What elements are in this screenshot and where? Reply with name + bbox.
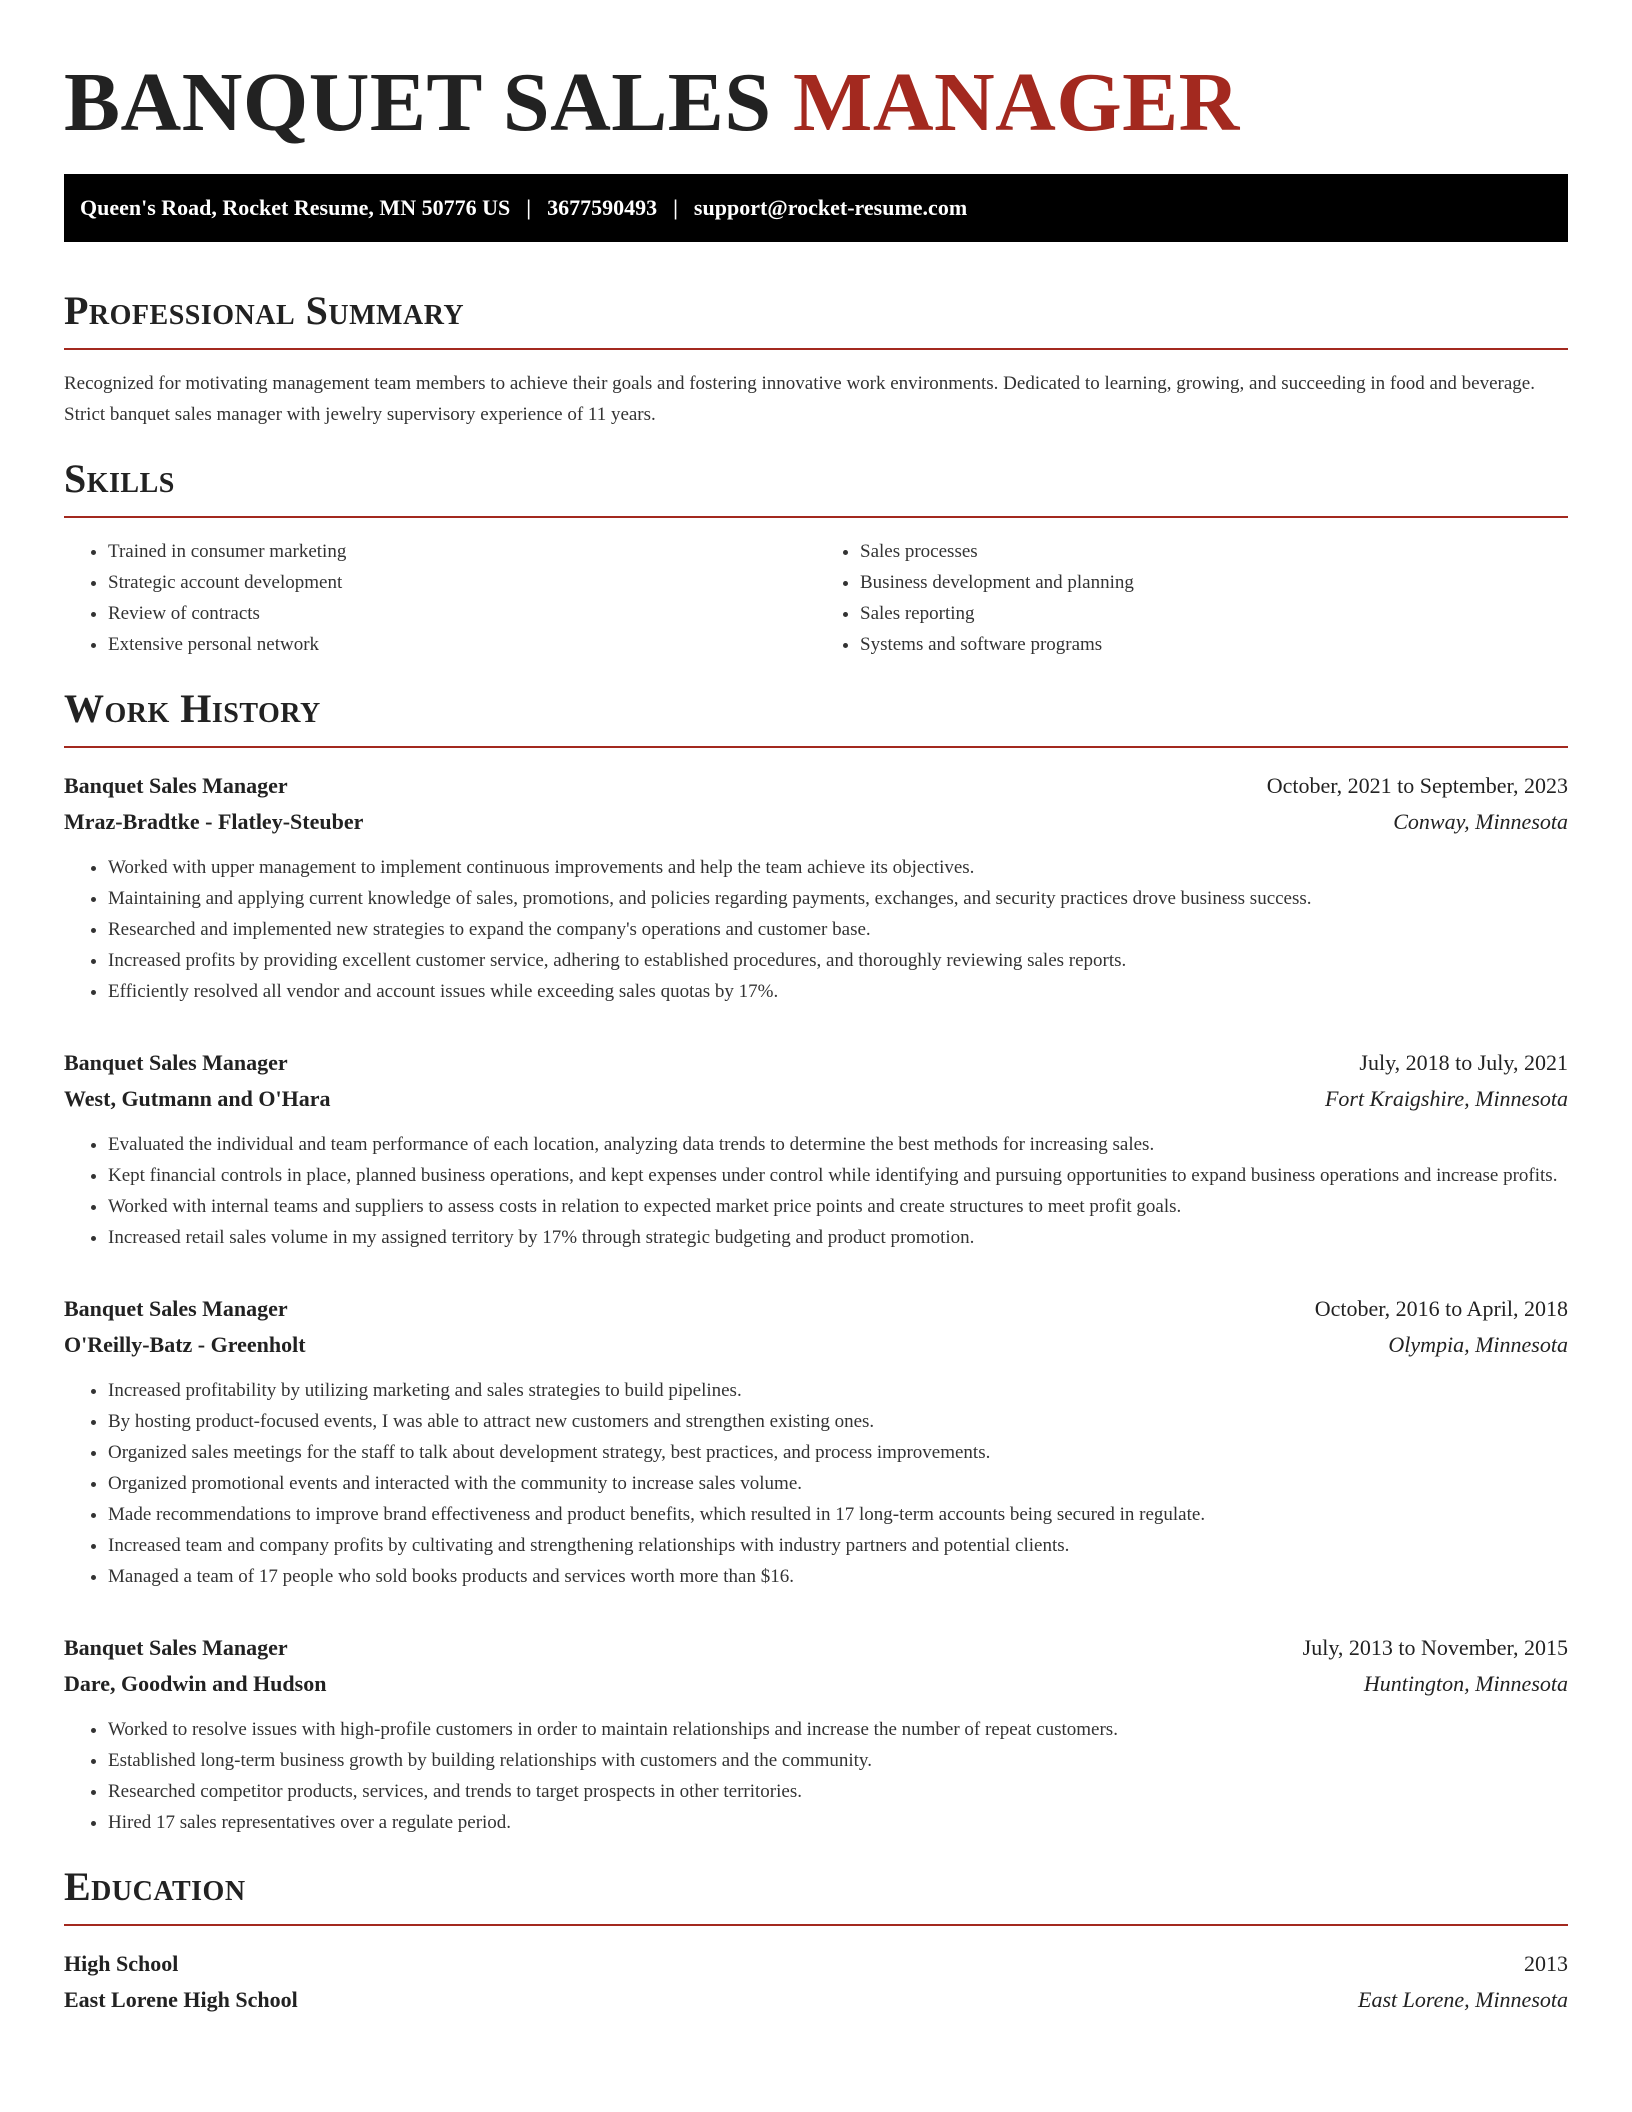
title-accent: MANAGER (793, 56, 1240, 149)
section-divider (64, 1924, 1568, 1926)
job-dates: October, 2021 to September, 2023 (1266, 773, 1568, 798)
education-school-row (64, 1982, 1568, 2018)
contact-email: support@rocket-resume.com (693, 195, 968, 220)
job-company: O'Reilly-Batz - Greenholt (64, 1332, 306, 1357)
job-bullets (64, 1714, 1568, 1838)
skills-section (64, 456, 1568, 660)
job-bullet: • Worked to resolve issues with high-profile customers in order to maintain relationships and increase the number of repeat customers. (108, 1714, 1568, 1745)
job-bullet: • Efficiently resolved all vendor and account issues while exceeding sales quotas by 17%. (108, 976, 1568, 1007)
job-bullets (64, 1375, 1568, 1592)
title-main: BANQUET SALES (64, 56, 772, 149)
job-bullet: • Increased profitability by utilizing marketing and sales strategies to build pipelines. (108, 1375, 1568, 1406)
job-location: Fort Kraigshire, Minnesota (1324, 1086, 1568, 1111)
job-bullet: • Organized sales meetings for the staff to talk about development strategy, best practices, and process improvements. (108, 1437, 1568, 1468)
job-entry (64, 1630, 1568, 1838)
work-history-section (64, 686, 1568, 1838)
skill-item: • Extensive personal network (108, 629, 816, 660)
skill-item: • Sales processes (860, 536, 1568, 567)
job-bullet: • Kept financial controls in place, planned business operations, and kept expenses under control while identifying and pursuing opportunities to expand business operations and increase profits. (108, 1160, 1568, 1191)
job-entry (64, 1045, 1568, 1253)
skill-item: • Review of contracts (108, 598, 816, 629)
section-heading-skills: Skills (64, 456, 175, 501)
job-company-row (64, 1081, 1568, 1117)
job-bullet: • Maintaining and applying current knowledge of sales, promotions, and policies regarding payments, exchanges, and security practices drove business success. (108, 883, 1568, 914)
job-title: Banquet Sales Manager (64, 1296, 288, 1321)
skill-item: • Business development and planning (860, 567, 1568, 598)
contact-bar (64, 174, 1568, 242)
job-company-row (64, 804, 1568, 840)
job-bullet: • Increased profits by providing excellent customer service, adhering to established procedures, and thoroughly reviewing sales reports. (108, 945, 1568, 976)
job-bullet: • Organized promotional events and interacted with the community to increase sales volume. (108, 1468, 1568, 1499)
job-location: Conway, Minnesota (1393, 809, 1568, 834)
contact-address: Queen's Road, Rocket Resume, MN 50776 US (80, 195, 511, 220)
job-bullet: • Increased team and company profits by cultivating and strengthening relationships with industry partners and potential clients. (108, 1530, 1568, 1561)
education-school: East Lorene High School (64, 1987, 298, 2012)
job-bullet: • Established long-term business growth by building relationships with customers and the community. (108, 1745, 1568, 1776)
skills-list-right (816, 536, 1568, 660)
contact-phone: 3677590493 (547, 195, 658, 220)
job-location: Huntington, Minnesota (1363, 1671, 1568, 1696)
education-degree: High School (64, 1951, 179, 1976)
education-entry (64, 1946, 1568, 2018)
skills-list-left (64, 536, 816, 660)
job-bullet: • Managed a team of 17 people who sold books products and services worth more than $16. (108, 1561, 1568, 1592)
job-bullet: • Increased retail sales volume in my assigned territory by 17% through strategic budgeting and product promotion. (108, 1222, 1568, 1253)
job-bullet: • Researched and implemented new strategies to expand the company's operations and customer base. (108, 914, 1568, 945)
job-bullets (64, 1129, 1568, 1253)
section-heading-work: Work History (64, 686, 321, 731)
education-location: East Lorene, Minnesota (1358, 1987, 1568, 2012)
skill-item: • Strategic account development (108, 567, 816, 598)
job-location: Olympia, Minnesota (1388, 1332, 1568, 1357)
section-divider (64, 746, 1568, 748)
skill-item: • Sales reporting (860, 598, 1568, 629)
education-header-row (64, 1946, 1568, 1982)
skill-item: • Trained in consumer marketing (108, 536, 816, 567)
resume-title (64, 52, 1568, 154)
job-company: Mraz-Bradtke - Flatley-Steuber (64, 809, 364, 834)
job-header-row (64, 1291, 1568, 1327)
summary-text: Recognized for motivating management team members to achieve their goals and fostering innovative work environments. Dedicated to learning, growing, and succeeding in food and beverage. Strict banquet sales manager with jewelry supervisory experience of 11 years. (64, 373, 1535, 425)
job-header-row (64, 1045, 1568, 1081)
job-company: West, Gutmann and O'Hara (64, 1086, 331, 1111)
job-bullet: • Worked with upper management to implement continuous improvements and help the team achieve its objectives. (108, 852, 1568, 883)
job-title: Banquet Sales Manager (64, 1635, 288, 1660)
skill-item: • Systems and software programs (860, 629, 1568, 660)
job-entry (64, 768, 1568, 1007)
job-bullet: • Evaluated the individual and team performance of each location, analyzing data trends to determine the best methods for increasing sales. (108, 1129, 1568, 1160)
summary-section (64, 288, 1568, 430)
section-divider (64, 516, 1568, 518)
skills-columns (64, 536, 1568, 660)
job-bullet: • By hosting product-focused events, I was able to attract new customers and strengthen existing ones. (108, 1406, 1568, 1437)
job-bullet: • Hired 17 sales representatives over a regulate period. (108, 1807, 1568, 1838)
job-company: Dare, Goodwin and Hudson (64, 1671, 327, 1696)
job-dates: July, 2013 to November, 2015 (1302, 1635, 1568, 1660)
job-bullet: • Worked with internal teams and suppliers to assess costs in relation to expected market price points and create structures to meet profit goals. (108, 1191, 1568, 1222)
section-heading-education: Education (64, 1864, 246, 1909)
job-title: Banquet Sales Manager (64, 773, 288, 798)
education-section (64, 1864, 1568, 2018)
job-dates: October, 2016 to April, 2018 (1314, 1296, 1568, 1321)
job-company-row (64, 1327, 1568, 1363)
section-divider (64, 348, 1568, 350)
job-bullets (64, 852, 1568, 1007)
job-entry (64, 1291, 1568, 1592)
job-company-row (64, 1666, 1568, 1702)
section-heading-summary: Professional Summary (64, 288, 465, 333)
job-bullet: • Made recommendations to improve brand effectiveness and product benefits, which resulted in 17 long-term accounts being secured in regulate. (108, 1499, 1568, 1530)
job-dates: July, 2018 to July, 2021 (1359, 1050, 1568, 1075)
contact-separator: | (526, 195, 532, 220)
contact-separator: | (673, 195, 678, 220)
job-bullet: • Researched competitor products, services, and trends to target prospects in other territories. (108, 1776, 1568, 1807)
job-title: Banquet Sales Manager (64, 1050, 288, 1075)
education-year: 2013 (1524, 1951, 1568, 1976)
job-header-row (64, 768, 1568, 804)
job-header-row (64, 1630, 1568, 1666)
resume-page (64, 52, 1568, 2018)
